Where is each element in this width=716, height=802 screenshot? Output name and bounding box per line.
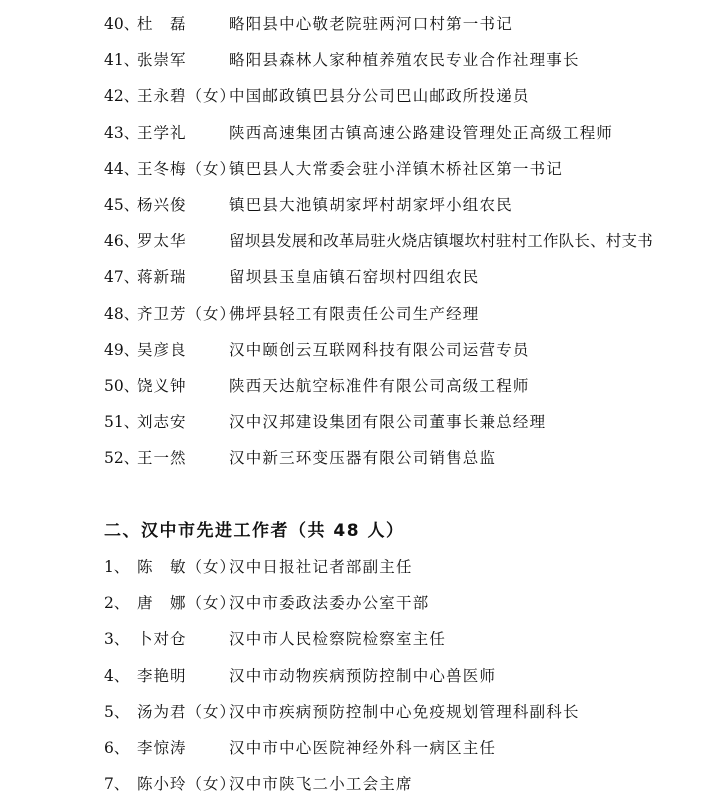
list-item (0, 766, 716, 802)
person-title: 陕西高速集团古镇高速公路建设管理处正高级工程师 (229, 123, 614, 142)
list-item (0, 259, 716, 295)
person-name: 李艳明 (137, 666, 187, 685)
person-name: 王学礼 (137, 123, 187, 142)
item-number: 49、 (104, 340, 140, 359)
person-name: 杜 磊 (137, 15, 187, 33)
item-number: 43、 (104, 123, 140, 142)
list-item (0, 440, 716, 476)
person-title: 佛坪县轻工有限责任公司生产经理 (229, 304, 480, 323)
person-title: 镇巴县人大常委会驻小洋镇木桥社区第一书记 (229, 159, 564, 178)
person-name: 唐 娜（女） (137, 594, 237, 613)
list-item (0, 404, 716, 440)
person-title: 汉中市中心医院神经外科一病区主任 (229, 738, 497, 757)
item-number: 1、 (104, 558, 130, 576)
item-number: 3、 (104, 630, 130, 649)
item-number: 45、 (104, 195, 140, 214)
item-number: 48、 (104, 304, 140, 323)
person-name: 王冬梅（女） (137, 159, 237, 178)
item-number: 44、 (104, 159, 140, 178)
person-name: 刘志安 (137, 413, 187, 432)
item-number: 46、 (104, 232, 140, 251)
item-number: 47、 (104, 268, 140, 287)
person-name: 吴彦良 (137, 340, 187, 359)
list-item (0, 621, 716, 657)
person-name: 蒋新瑞 (137, 268, 187, 287)
person-name: 张崇军 (137, 51, 187, 70)
person-title: 汉中市委政法委办公室干部 (229, 594, 430, 613)
person-title: 汉中市疾病预防控制中心免疫规划管理科副科长 (229, 702, 580, 721)
person-name: 李惊涛 (137, 738, 187, 757)
person-title: 留坝县玉皇庙镇石窑坝村四组农民 (229, 268, 480, 287)
item-number: 6、 (104, 738, 130, 757)
person-name: 罗太华 (137, 232, 187, 251)
list-item (0, 368, 716, 404)
person-name: 陈 敏（女） (137, 558, 237, 576)
person-title: 汉中市动物疾病预防控制中心兽医师 (229, 666, 497, 685)
list-item (0, 42, 716, 78)
person-title: 略阳县森林人家种植养殖农民专业合作社理事长 (229, 51, 580, 70)
list-item (0, 658, 716, 694)
person-title: 留坝县发展和改革局驻火烧店镇堰坎村驻村工作队长、村支书 (229, 232, 653, 251)
person-title: 汉中新三环变压器有限公司销售总监 (229, 449, 497, 468)
person-name: 汤为君（女） (137, 702, 237, 721)
item-number: 7、 (104, 775, 130, 794)
list-item (0, 296, 716, 332)
list-item (0, 549, 716, 585)
person-name: 王永碧（女） (137, 87, 237, 106)
list-item (0, 115, 716, 151)
item-number: 2、 (104, 594, 130, 613)
item-number: 4、 (104, 666, 130, 685)
person-title: 镇巴县大池镇胡家坪村胡家坪小组农民 (229, 195, 513, 214)
person-title: 汉中市人民检察院检察室主任 (229, 630, 447, 649)
list-item (0, 332, 716, 368)
item-number: 52、 (104, 449, 140, 468)
item-number: 51、 (104, 413, 140, 432)
person-title: 略阳县中心敬老院驻两河口村第一书记 (229, 15, 513, 33)
list-item (0, 223, 716, 259)
list-item (0, 730, 716, 766)
item-number: 42、 (104, 87, 140, 106)
list-item (0, 187, 716, 223)
person-title: 陕西天达航空标准件有限公司高级工程师 (229, 376, 530, 395)
list-item (0, 585, 716, 621)
item-number: 5、 (104, 702, 130, 721)
person-name: 陈小玲（女） (137, 775, 237, 794)
person-name: 卜对仓 (137, 630, 187, 649)
section-2-list (0, 549, 716, 802)
person-name: 齐卫芳（女） (137, 304, 237, 323)
person-title: 汉中颐创云互联网科技有限公司运营专员 (229, 340, 530, 359)
list-item (0, 78, 716, 114)
person-title: 中国邮政镇巴县分公司巴山邮政所投递员 (229, 87, 530, 106)
person-title: 汉中日报社记者部副主任 (229, 558, 413, 576)
person-name: 王一然 (137, 449, 187, 468)
person-name: 杨兴俊 (137, 195, 187, 214)
item-number: 50、 (104, 376, 140, 395)
item-number: 40、 (104, 15, 140, 33)
section-1-list (0, 6, 716, 476)
person-name: 饶义钟 (137, 376, 187, 395)
list-item (0, 6, 716, 42)
item-number: 41、 (104, 51, 140, 70)
list-item (0, 151, 716, 187)
list-item (0, 694, 716, 730)
person-title: 汉中汉邦建设集团有限公司董事长兼总经理 (229, 413, 547, 432)
person-title: 汉中市陕飞二小工会主席 (229, 775, 413, 794)
section-heading: 二、汉中市先进工作者（共 48 人） (104, 521, 405, 541)
